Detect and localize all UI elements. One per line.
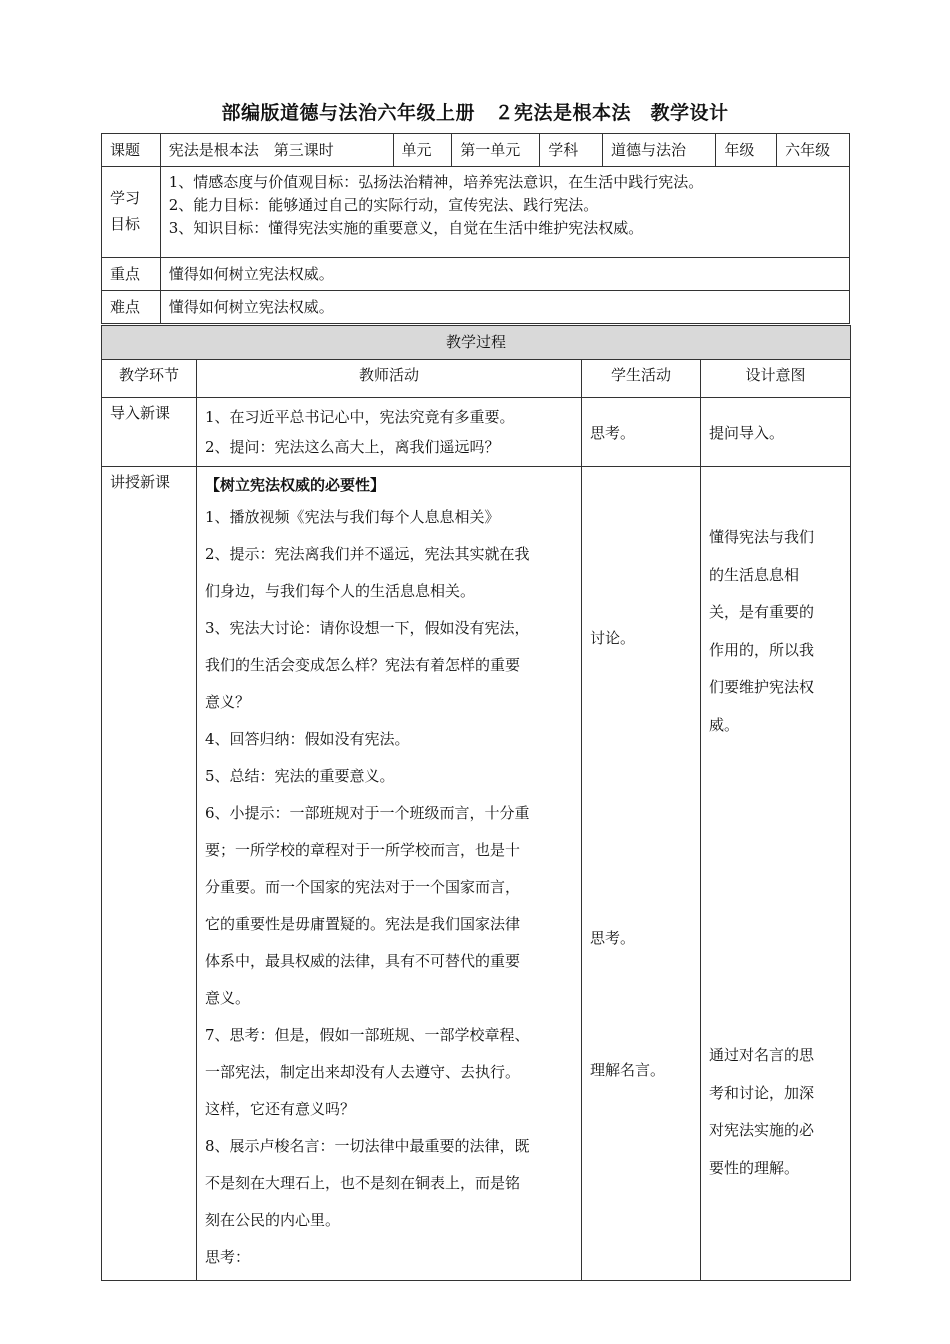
info-table xyxy=(101,133,850,324)
student-discuss: 讨论。 xyxy=(590,629,636,647)
lecture-teacher-line: 1、播放视频《宪法与我们每个人息息相关》 xyxy=(205,508,500,526)
purpose-2 xyxy=(709,1037,833,1187)
purpose-line: 们要维护宪法权 xyxy=(709,678,815,697)
goal-item: 2、能力目标：能够通过自己的实际行动，宣传宪法、践行宪法。 xyxy=(168,196,599,214)
lecture-teacher-line: 刻在公民的内心里。 xyxy=(205,1211,341,1229)
purpose-line: 考和讨论，加深 xyxy=(709,1083,815,1102)
intro-teacher-line: 1、在习近平总书记心中，宪法究竟有多重要。 xyxy=(205,408,515,426)
purpose-line: 通过对名言的思 xyxy=(709,1046,815,1064)
unit-value: 第一单元 xyxy=(452,134,540,167)
lecture-section-title: 【树立宪法权威的必要性】 xyxy=(205,476,386,494)
subject-label: 学科 xyxy=(540,134,603,167)
key-label: 重点 xyxy=(102,258,161,291)
lecture-teacher-line: 分重要。而一个国家的宪法对于一个国家而言， xyxy=(205,878,521,896)
lecture-teacher-line: 3、宪法大讨论：请你设想一下，假如没有宪法， xyxy=(205,619,530,637)
lecture-teacher-line: 5、总结：宪法的重要意义。 xyxy=(205,767,395,785)
goal-item: 3、知识目标：懂得宪法实施的重要意义，自觉在生活中维护宪法权威。 xyxy=(168,219,644,237)
lecture-teacher-line: 2、提示：宪法离我们并不遥远，宪法其实就在我 xyxy=(205,545,530,563)
intro-stage: 导入新课 xyxy=(102,398,197,467)
subject-value: 道德与法治 xyxy=(603,134,716,167)
lecture-teacher-line: 4、回答归纳：假如没有宪法。 xyxy=(205,730,410,748)
lecture-teacher-line: 一部宪法，制定出来却没有人去遵守、去执行。 xyxy=(205,1063,521,1081)
difficult-label: 难点 xyxy=(102,291,161,324)
process-heading: 教学过程 xyxy=(102,326,851,360)
lecture-teacher-line: 意义？ xyxy=(205,693,251,711)
lecture-teacher-line: 体系中，最具权威的法律，具有不可替代的重要 xyxy=(205,952,521,970)
goals-label: 学习目标 xyxy=(102,167,161,258)
difficult-value: 懂得如何树立宪法权威。 xyxy=(160,291,849,324)
lecture-teacher-line: 们身边，与我们每个人的生活息息相关。 xyxy=(205,582,476,600)
col-header-student: 学生活动 xyxy=(582,360,701,398)
lecture-teacher-line: 这样，它还有意义吗？ xyxy=(205,1100,356,1118)
lecture-teacher-line: 它的重要性是毋庸置疑的。宪法是我们国家法律 xyxy=(205,915,521,933)
lecture-teacher xyxy=(197,467,582,1281)
student-think: 思考。 xyxy=(590,929,636,947)
lecture-teacher-line: 8、展示卢梭名言：一切法律中最重要的法律，既 xyxy=(205,1137,530,1155)
lecture-teacher-line: 我们的生活会变成怎么样？宪法有着怎样的重要 xyxy=(205,656,521,674)
col-header-purpose: 设计意图 xyxy=(701,360,851,398)
purpose-line: 关，是有重要的 xyxy=(709,603,815,622)
lecture-student xyxy=(582,467,701,1281)
intro-purpose: 提问导入。 xyxy=(701,398,851,467)
topic-value: 宪法是根本法 第三课时 xyxy=(160,134,393,167)
student-quote: 理解名言。 xyxy=(590,1061,666,1079)
key-value: 懂得如何树立宪法权威。 xyxy=(160,258,849,291)
purpose-line: 懂得宪法与我们 xyxy=(709,528,815,546)
goals-cell xyxy=(160,167,849,258)
goal-item: 1、情感态度与价值观目标：弘扬法治精神，培养宪法意识，在生活中践行宪法。 xyxy=(168,173,704,191)
intro-teacher-line: 2、提问：宪法这么高大上，离我们遥远吗？ xyxy=(205,438,500,456)
col-header-teacher: 教师活动 xyxy=(197,360,582,398)
lecture-teacher-line: 7、思考：但是，假如一部班规、一部学校章程、 xyxy=(205,1026,530,1044)
topic-label: 课题 xyxy=(102,134,161,167)
document-title: 部编版道德与法治六年级上册 ２宪法是根本法 教学设计 xyxy=(221,102,729,124)
lecture-teacher-line: 思考： xyxy=(205,1248,251,1266)
intro-teacher xyxy=(197,398,582,467)
lecture-purpose xyxy=(701,467,851,1281)
process-table xyxy=(101,325,851,1281)
lecture-teacher-line: 6、小提示：一部班规对于一个班级而言，十分重 xyxy=(205,804,530,822)
purpose-line: 要性的理解。 xyxy=(709,1158,800,1177)
purpose-line: 对宪法实施的必 xyxy=(709,1121,815,1140)
grade-value: 六年级 xyxy=(777,134,850,167)
lecture-teacher-line: 要；一所学校的章程对于一所学校而言，也是十 xyxy=(205,841,521,859)
lecture-teacher-line: 意义。 xyxy=(205,989,251,1007)
purpose-line: 的生活息息相 xyxy=(709,565,800,584)
purpose-line: 威。 xyxy=(709,715,740,734)
purpose-1 xyxy=(709,519,833,745)
lecture-stage: 讲授新课 xyxy=(102,467,197,1281)
col-header-stage: 教学环节 xyxy=(102,360,197,398)
lecture-teacher-line: 不是刻在大理石上，也不是刻在铜表上，而是铭 xyxy=(205,1174,521,1192)
purpose-line: 作用的，所以我 xyxy=(709,640,815,659)
grade-label: 年级 xyxy=(716,134,777,167)
intro-student: 思考。 xyxy=(582,398,701,467)
unit-label: 单元 xyxy=(393,134,452,167)
